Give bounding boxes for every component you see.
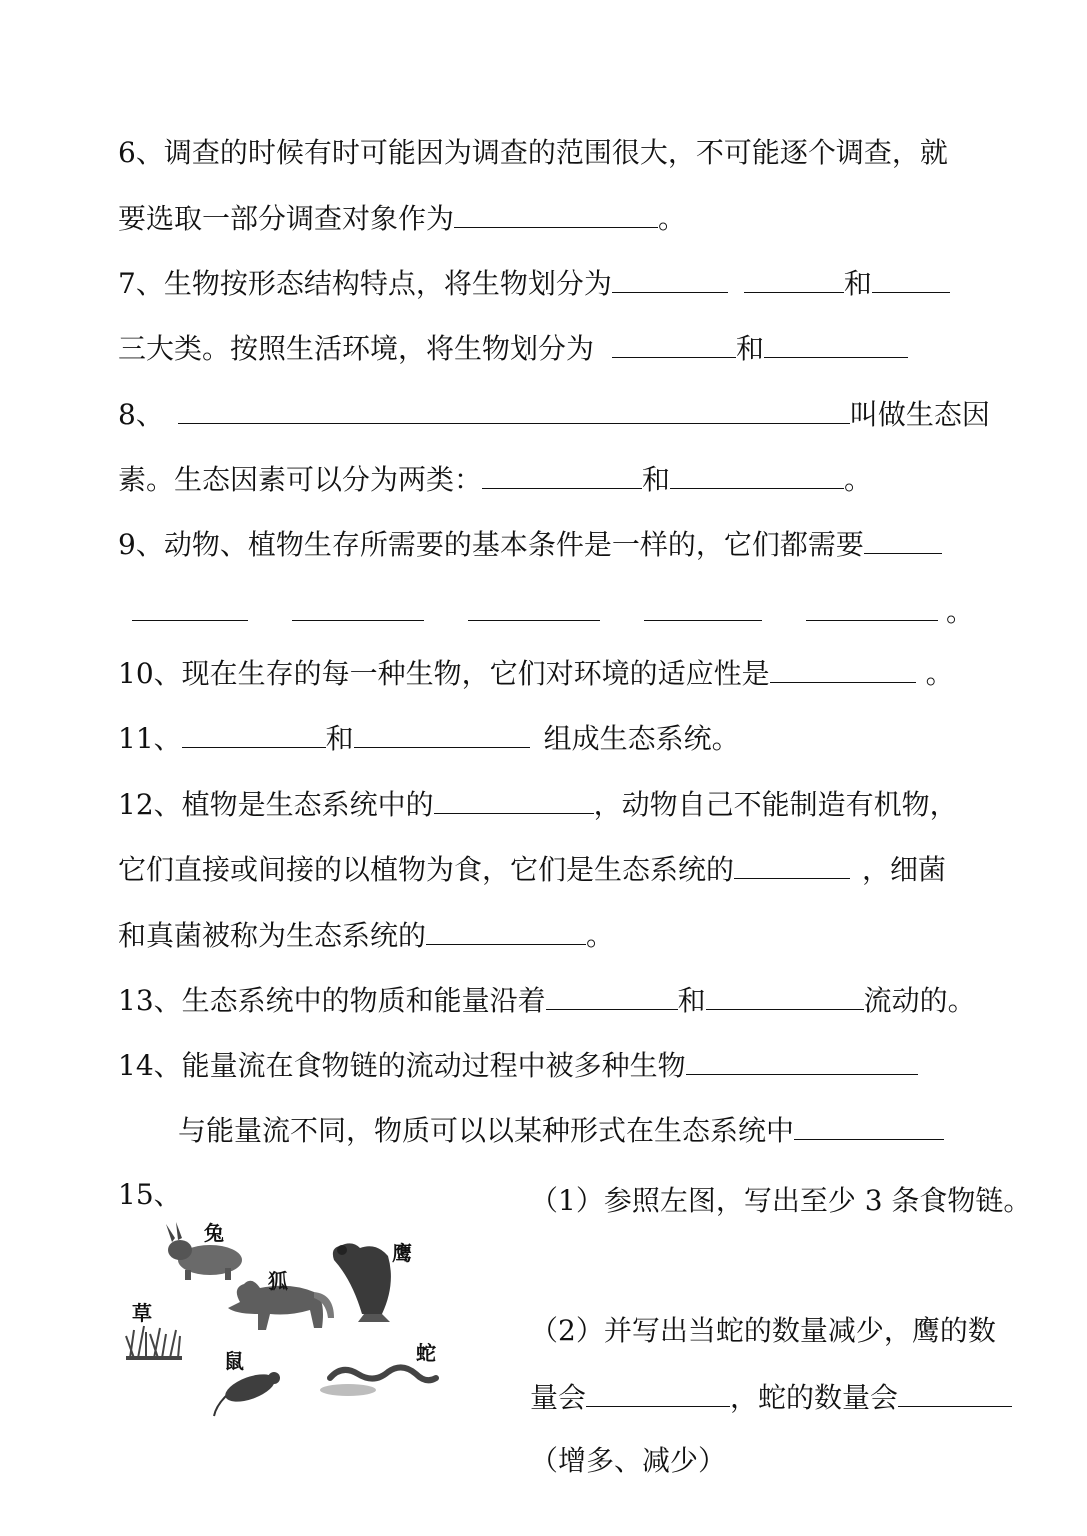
q8-line2 xyxy=(118,458,872,500)
q14-blank-1[interactable] xyxy=(686,1044,918,1075)
q9-end: 。 xyxy=(946,595,975,628)
q9-blank-1[interactable] xyxy=(864,523,942,554)
q12-line1 xyxy=(118,783,958,825)
q12-end: 。 xyxy=(586,919,615,952)
q6-line1: 6、调查的时候有时可能因为调查的范围很大，不可能逐个调查，就 xyxy=(118,136,948,169)
q12-line2 xyxy=(118,848,946,890)
q8-and: 和 xyxy=(642,463,671,496)
label-rabbit: 兔 xyxy=(204,1221,224,1245)
q12-text-c: 它们直接或间接的以植物为食，它们是生态系统的 xyxy=(118,853,735,886)
q12-text-b: ，动物自己不能制造有机物， xyxy=(593,788,958,821)
q6-text: 要选取一部分调查对象作为 xyxy=(118,202,455,235)
q10-text: 10、现在生存的每一种生物，它们对环境的适应性是 xyxy=(118,657,770,690)
q7-blank-3[interactable] xyxy=(872,262,950,293)
q7-text-b: 三大类。按照生活环境，将生物划分为 xyxy=(118,332,595,365)
q11-and: 和 xyxy=(325,722,354,755)
label-snake: 蛇 xyxy=(416,1341,436,1365)
q7-line2 xyxy=(118,327,908,369)
q7-text-a: 7、生物按形态结构特点，将生物划分为 xyxy=(118,267,612,300)
q9-blank-6[interactable] xyxy=(806,590,938,621)
q9-line1 xyxy=(118,523,942,565)
q9-blank-2[interactable] xyxy=(132,590,248,621)
mouse-illustration xyxy=(214,1369,280,1416)
q15-part2-line1: （2）并写出当蛇的数量减少，鹰的数 xyxy=(530,1314,996,1347)
q15-blank-2[interactable] xyxy=(898,1376,1012,1407)
q8-blank-3[interactable] xyxy=(670,458,844,489)
label-mouse: 鼠 xyxy=(224,1349,244,1373)
q14-text-a: 14、能量流在食物链的流动过程中被多种生物 xyxy=(118,1049,686,1082)
q9-line2 xyxy=(118,590,974,632)
q13-and: 和 xyxy=(677,984,706,1017)
q13-text-c: 流动的。 xyxy=(863,984,976,1017)
q10-line xyxy=(118,652,954,694)
q15-text-b: ，蛇的数量会 xyxy=(730,1381,899,1414)
q7-line1 xyxy=(118,262,950,304)
q10-end: 。 xyxy=(925,657,954,690)
q7-blank-5[interactable] xyxy=(764,327,908,358)
label-eagle: 鹰 xyxy=(392,1241,412,1265)
q15-blank-1[interactable] xyxy=(586,1376,730,1407)
q6-blank[interactable] xyxy=(454,197,658,228)
q9-blank-4[interactable] xyxy=(468,590,600,621)
grass-illustration xyxy=(126,1326,182,1358)
snake-illustration xyxy=(320,1367,436,1396)
q10-blank[interactable] xyxy=(770,652,916,683)
q14-line1 xyxy=(118,1044,918,1086)
q8-text-b: 素。生态因素可以分为两类： xyxy=(118,463,483,496)
q12-blank-1[interactable] xyxy=(434,783,594,814)
q11-blank-2[interactable] xyxy=(354,717,530,748)
q14-line2 xyxy=(178,1109,944,1151)
q11-blank-1[interactable] xyxy=(182,717,326,748)
q11-suffix: 组成生态系统。 xyxy=(543,722,740,755)
q7-blank-4[interactable] xyxy=(612,327,736,358)
q8-suffix: 叫做生态因 xyxy=(849,398,990,431)
q12-text-e: 和真菌被称为生态系统的 xyxy=(118,919,427,952)
q13-text-a: 13、生态系统中的物质和能量沿着 xyxy=(118,984,546,1017)
q13-blank-2[interactable] xyxy=(706,979,864,1010)
q7-blank-1[interactable] xyxy=(612,262,728,293)
label-grass: 草 xyxy=(132,1301,152,1325)
q7-and-2: 和 xyxy=(736,332,765,365)
q8-blank-2[interactable] xyxy=(482,458,642,489)
q11-prefix: 11、 xyxy=(118,722,182,755)
q9-text: 9、动物、植物生存所需要的基本条件是一样的，它们都需要 xyxy=(118,528,864,561)
q15-text-a: 量会 xyxy=(530,1381,587,1414)
q7-and-1: 和 xyxy=(843,267,872,300)
label-fox: 狐 xyxy=(268,1269,288,1293)
q8-line1 xyxy=(118,393,990,435)
q15-part1: （1）参照左图，写出至少 3 条食物链。 xyxy=(530,1184,1032,1217)
q15-part2-line3: （增多、减少） xyxy=(530,1444,727,1477)
q15-number: 15、 xyxy=(118,1178,182,1211)
q6-end: 。 xyxy=(658,202,687,235)
q12-text-a: 12、植物是生态系统中的 xyxy=(118,788,434,821)
q14-text-b: 与能量流不同，物质可以以某种形式在生态系统中 xyxy=(178,1114,795,1147)
q8-end: 。 xyxy=(844,463,873,496)
q12-blank-3[interactable] xyxy=(426,914,586,945)
q15-part2-line2 xyxy=(530,1376,1012,1418)
q8-blank-1[interactable] xyxy=(178,393,850,424)
q8-prefix: 8、 xyxy=(118,398,164,431)
q14-blank-2[interactable] xyxy=(794,1109,944,1140)
q7-blank-2[interactable] xyxy=(744,262,844,293)
food-web-figure xyxy=(120,1218,450,1428)
q12-text-d: ，细菌 xyxy=(862,853,947,886)
q13-line xyxy=(118,979,976,1021)
q9-blank-5[interactable] xyxy=(644,590,762,621)
q9-blank-3[interactable] xyxy=(292,590,424,621)
q6-line2 xyxy=(118,197,686,239)
eagle-illustration xyxy=(333,1243,391,1322)
q13-blank-1[interactable] xyxy=(546,979,678,1010)
q12-blank-2[interactable] xyxy=(734,848,850,879)
q11-line xyxy=(118,717,740,759)
q12-line3 xyxy=(118,914,614,956)
